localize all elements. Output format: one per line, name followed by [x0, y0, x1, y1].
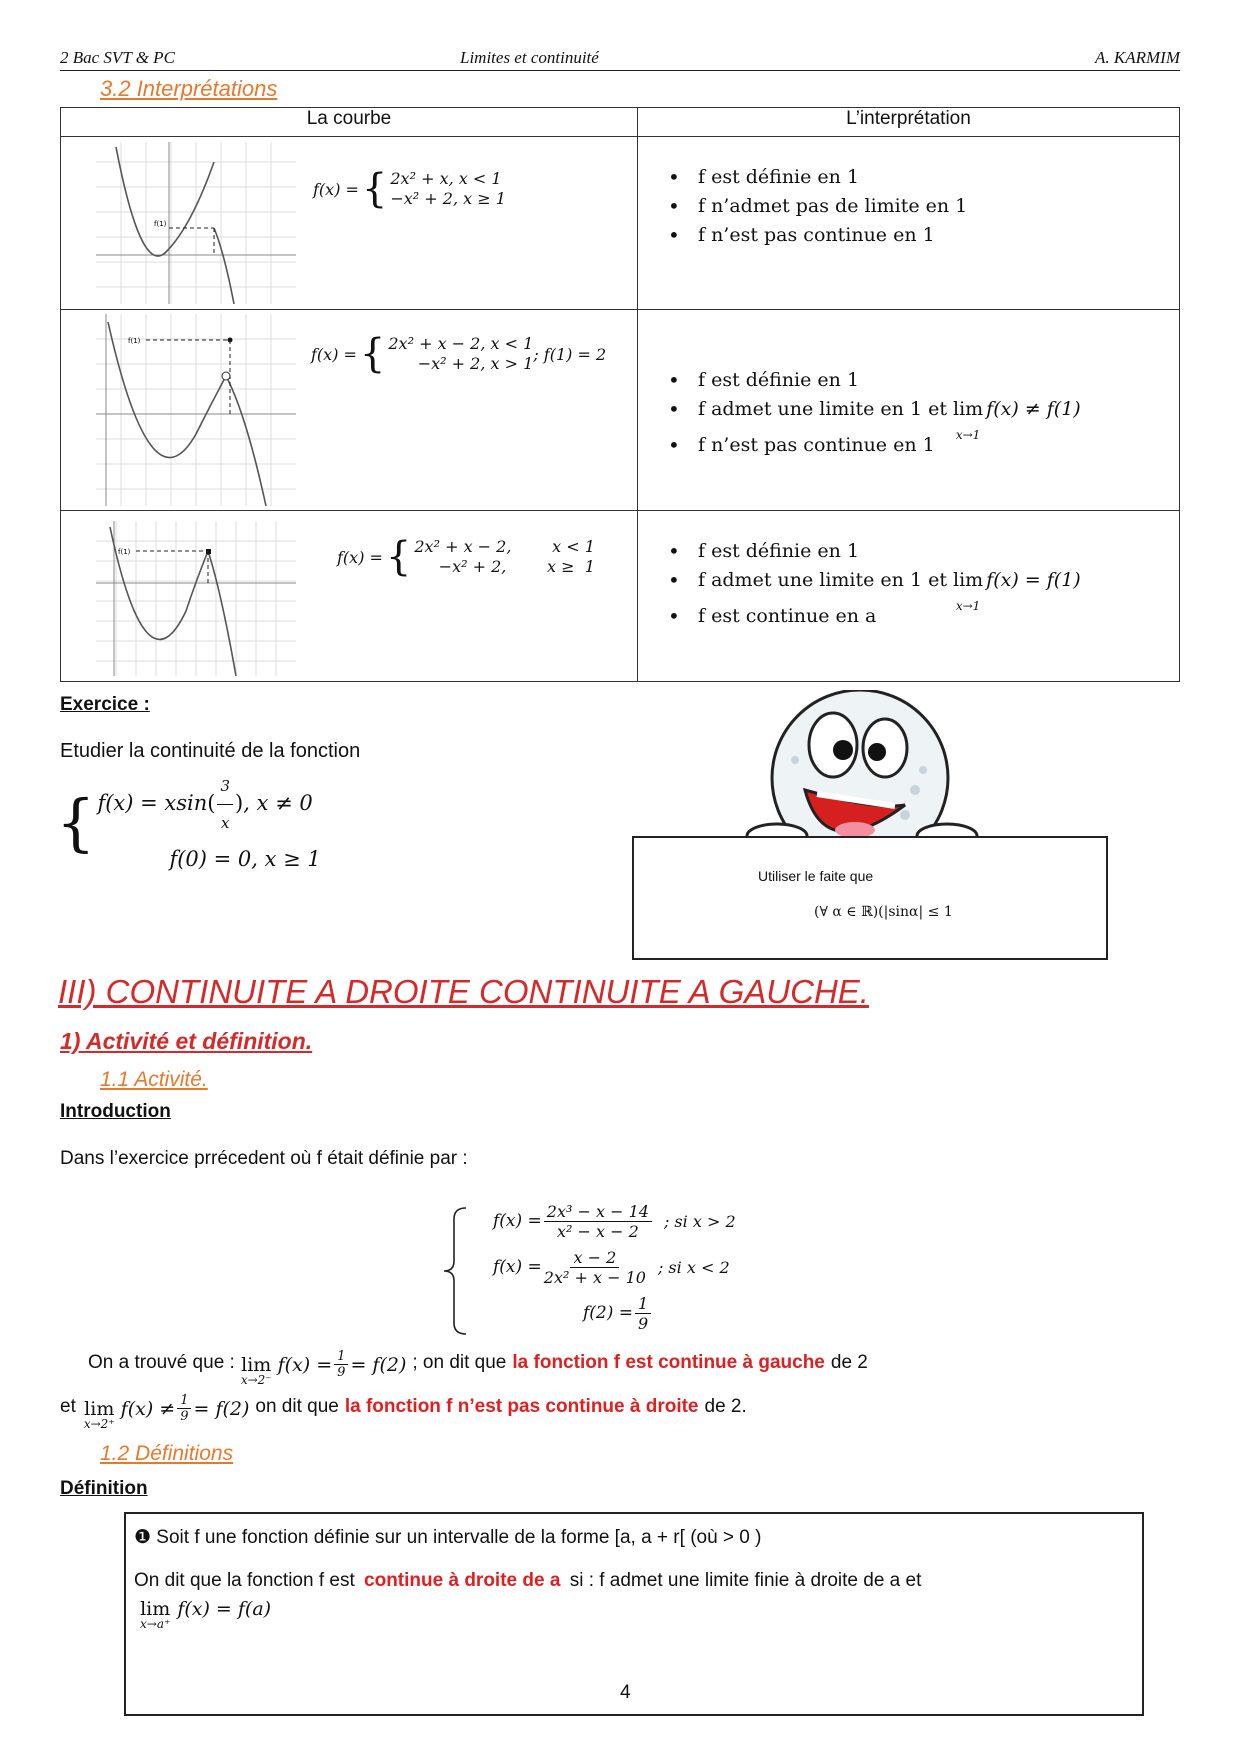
- interpretation-list-1: [638, 137, 1179, 250]
- exercice-system: { f(x) = xsin( $\frac{3}{x}$ ), x ≠ 0 f(0) = 0, x ≥ 1: [56, 768, 321, 877]
- section-1-2-title: 1.2 Définitions: [100, 1442, 234, 1465]
- graph-label: f(1): [118, 548, 131, 556]
- open-point: [222, 372, 230, 380]
- interpretation-table: [60, 107, 1180, 682]
- definition-line-1: ❶ Soit f une fonction définie sur un intervalle de la forme [a, a + r[ (où > 0 ): [134, 1527, 762, 1548]
- system-brace: [440, 1205, 470, 1337]
- formula-row-3: f(x) = { 2x² + x − 2, x < 1 −x² + 2, x ≥ 1: [337, 534, 595, 580]
- system-rows: [493, 1198, 736, 1336]
- section-1-title: 1) Activité et définition.: [60, 1028, 313, 1054]
- curve-right-branch: [208, 551, 236, 676]
- header-center: Limites et continuité: [460, 48, 599, 67]
- list-item: • f n’est pas continue en 1: [698, 221, 1179, 250]
- section-3-2-title: 3.2 Interprétations: [100, 76, 278, 101]
- table-row: [61, 137, 1180, 310]
- definition-limit: lim x→a⁺ f(x) = f(a): [140, 1598, 272, 1631]
- intro-text: Dans l’exercice prrécedent où f était définie par :: [60, 1148, 468, 1169]
- graph-label: f(1): [154, 220, 167, 228]
- header-right: A. KARMIM: [1095, 48, 1180, 67]
- definition-line-2: On dit que la fonction f est continue à droite de a si : f admet une limite finie à droite de a et: [134, 1570, 922, 1591]
- hint-board: [632, 836, 1108, 960]
- curve-left-branch: [108, 322, 226, 458]
- list-item: • f est définie en 1: [698, 537, 1179, 566]
- system-row-2: f(x) = $\frac{x - 2}{\text{2x² + x − 10}}$ ; si x < 2: [493, 1247, 730, 1287]
- graph-3: [96, 521, 296, 676]
- list-item: • f est définie en 1: [698, 163, 1179, 192]
- hint-line-2: (∀ α ∈ ℝ)(|sinα| ≤ 1: [814, 904, 953, 920]
- exercice-text: Etudier la continuité de la fonction: [60, 740, 361, 762]
- table-row: [61, 310, 1180, 511]
- limit-expr: lim x→1: [953, 569, 984, 613]
- list-item: • f est continue en a: [698, 602, 1179, 631]
- interpretation-list-2: [638, 310, 1179, 460]
- system-row-3: f(2) = $\frac{1}{9}$: [493, 1290, 736, 1336]
- header-left: 2 Bac SVT & PC: [60, 48, 175, 67]
- list-item: • f admet une limite en 1 et lim x→1 f(x) ≠ f(1): [698, 395, 1179, 431]
- introduction-title: Introduction: [60, 1101, 171, 1122]
- curve-right-branch: [214, 228, 234, 304]
- list-item: • f n’est pas continue en 1: [698, 431, 1179, 460]
- page-header: [60, 46, 1180, 71]
- hint-line-1: Utiliser le faite que: [758, 868, 874, 884]
- col-header-interpretation: L’interprétation: [638, 108, 1180, 137]
- definition-box: [124, 1512, 1144, 1716]
- curve-left-branch: [116, 147, 214, 256]
- col-header-courbe: La courbe: [61, 108, 638, 137]
- section-1-1-title: 1.1 Activité.: [100, 1068, 208, 1091]
- list-item: • f admet une limite en 1 et lim x→1 f(x) = f(1): [698, 566, 1179, 602]
- exercice-title: Exercice :: [60, 694, 150, 715]
- system-row-1: f(x) = $\frac{\text{2x³ − x − 14}}{\text{x² − x − 2}}$ ; si x > 2: [493, 1201, 736, 1241]
- graph-2: [96, 314, 296, 506]
- interpretation-list-3: [638, 511, 1179, 631]
- page-number: 4: [620, 1682, 631, 1703]
- list-item: • f n’admet pas de limite en 1: [698, 192, 1179, 221]
- graph-1: [96, 142, 296, 304]
- left-continuity-statement: On a trouvé que : lim x→2⁻ f(x) = $\frac{1}{9}$ = f(2) ; on dit que la fonction f est continue à gauche de 2: [88, 1349, 868, 1387]
- formula-row-2: f(x) = { 2x² + x − 2, x < 1 −x² + 2, x > 1 ; f(1) = 2: [311, 331, 607, 377]
- right-continuity-statement: et lim x→2⁺ f(x) ≠ $\frac{1}{9}$ = f(2) on dit que la fonction f n’est pas continue à droite de 2.: [60, 1393, 747, 1431]
- section-III-title: III) CONTINUITE A DROITE CONTINUITE A GAUCHE.: [58, 973, 869, 1010]
- list-item: • f est définie en 1: [698, 366, 1179, 395]
- definition-title: Définition: [60, 1478, 148, 1499]
- table-row: [61, 511, 1180, 682]
- formula-row-1: f(x) = { 2x² + x, x < 1 −x² + 2, x ≥ 1: [313, 166, 506, 212]
- graph-label: f(1): [128, 337, 141, 345]
- table-header-row: [61, 108, 1180, 137]
- limit-expr: lim x→1: [953, 398, 984, 442]
